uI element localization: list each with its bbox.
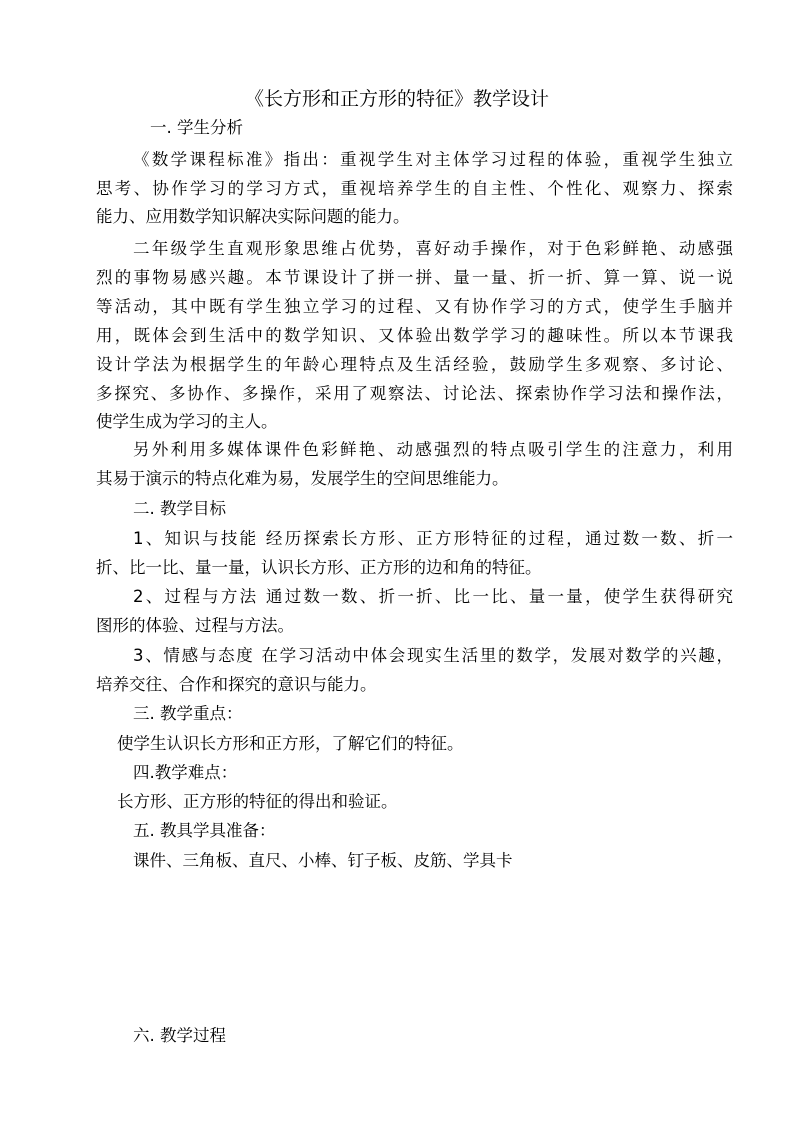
section1-p2-line7: 使学生成为学习的主人。 <box>96 412 278 431</box>
section1-p2-line5: 设计学法为根据学生的年龄心理特点及生活经验，鼓励学生多观察、多讨论、 <box>96 355 733 374</box>
section2-goal3-line1: 3、情感与态度 在学习活动中体会现实生活里的数学，发展对数学的兴趣， <box>133 646 733 665</box>
section2-goal1-line1: 1、知识与技能 经历探索长方形、正方形特征的过程，通过数一数、折一 <box>133 529 733 548</box>
section6-heading: 六. 教学过程 <box>133 1026 226 1045</box>
section1-p2-line2: 烈的事物易感兴趣。本节课设计了拼一拼、量一量、折一折、算一算、说一说 <box>96 268 733 287</box>
section3-heading: 三. 教学重点： <box>133 704 243 723</box>
section1-p2-line4: 用，既体会到生活中的数学知识、又体验出数学学习的趣味性。所以本节课我 <box>96 326 733 345</box>
section1-p3-line2: 其易于演示的特点化难为易，发展学生的空间思维能力。 <box>96 469 509 488</box>
section4-text: 长方形、正方形的特征的得出和验证。 <box>117 792 398 811</box>
section1-p2-line1: 二年级学生直观形象思维占优势，喜好动手操作，对于色彩鲜艳、动感强 <box>133 239 733 258</box>
section5-text: 课件、三角板、直尺、小棒、钉子板、皮筋、学具卡 <box>133 851 513 870</box>
section1-p1-line1: 《数学课程标准》指出：重视学生对主体学习过程的体验，重视学生独立 <box>133 150 733 169</box>
document-title: 《长方形和正方形的特征》教学设计 <box>244 88 549 110</box>
section2-goal2-line2: 图形的体验、过程与方法。 <box>96 616 294 635</box>
section1-p1-line2: 思考、协作学习的学习方式，重视培养学生的自主性、个性化、观察力、探索 <box>96 179 733 198</box>
section1-p2-line3: 等活动，其中既有学生独立学习的过程、又有协作学习的方式，使学生手脑并 <box>96 297 733 316</box>
section4-heading: 四.教学难点： <box>133 763 238 782</box>
section1-p2-line6: 多探究、多协作、多操作，采用了观察法、讨论法、探索协作学习法和操作法， <box>96 384 733 403</box>
section1-p1-line3: 能力、应用数学知识解决实际问题的能力。 <box>96 207 410 226</box>
section1-p3-line1: 另外利用多媒体课件色彩鲜艳、动感强烈的特点吸引学生的注意力，利用 <box>133 440 733 459</box>
section2-goal2-line1: 2、过程与方法 通过数一数、折一折、比一比、量一量，使学生获得研究 <box>133 587 733 606</box>
section5-heading: 五. 教具学具准备： <box>133 821 276 840</box>
section1-heading: 一. 学生分析 <box>150 118 243 137</box>
section2-goal3-line2: 培养交往、合作和探究的意识与能力。 <box>96 675 377 694</box>
section2-goal1-line2: 折、比一比、量一量，认识长方形、正方形的边和角的特征。 <box>96 558 542 577</box>
section2-heading: 二. 教学目标 <box>133 499 226 518</box>
section3-text: 使学生认识长方形和正方形，了解它们的特征。 <box>117 734 464 753</box>
